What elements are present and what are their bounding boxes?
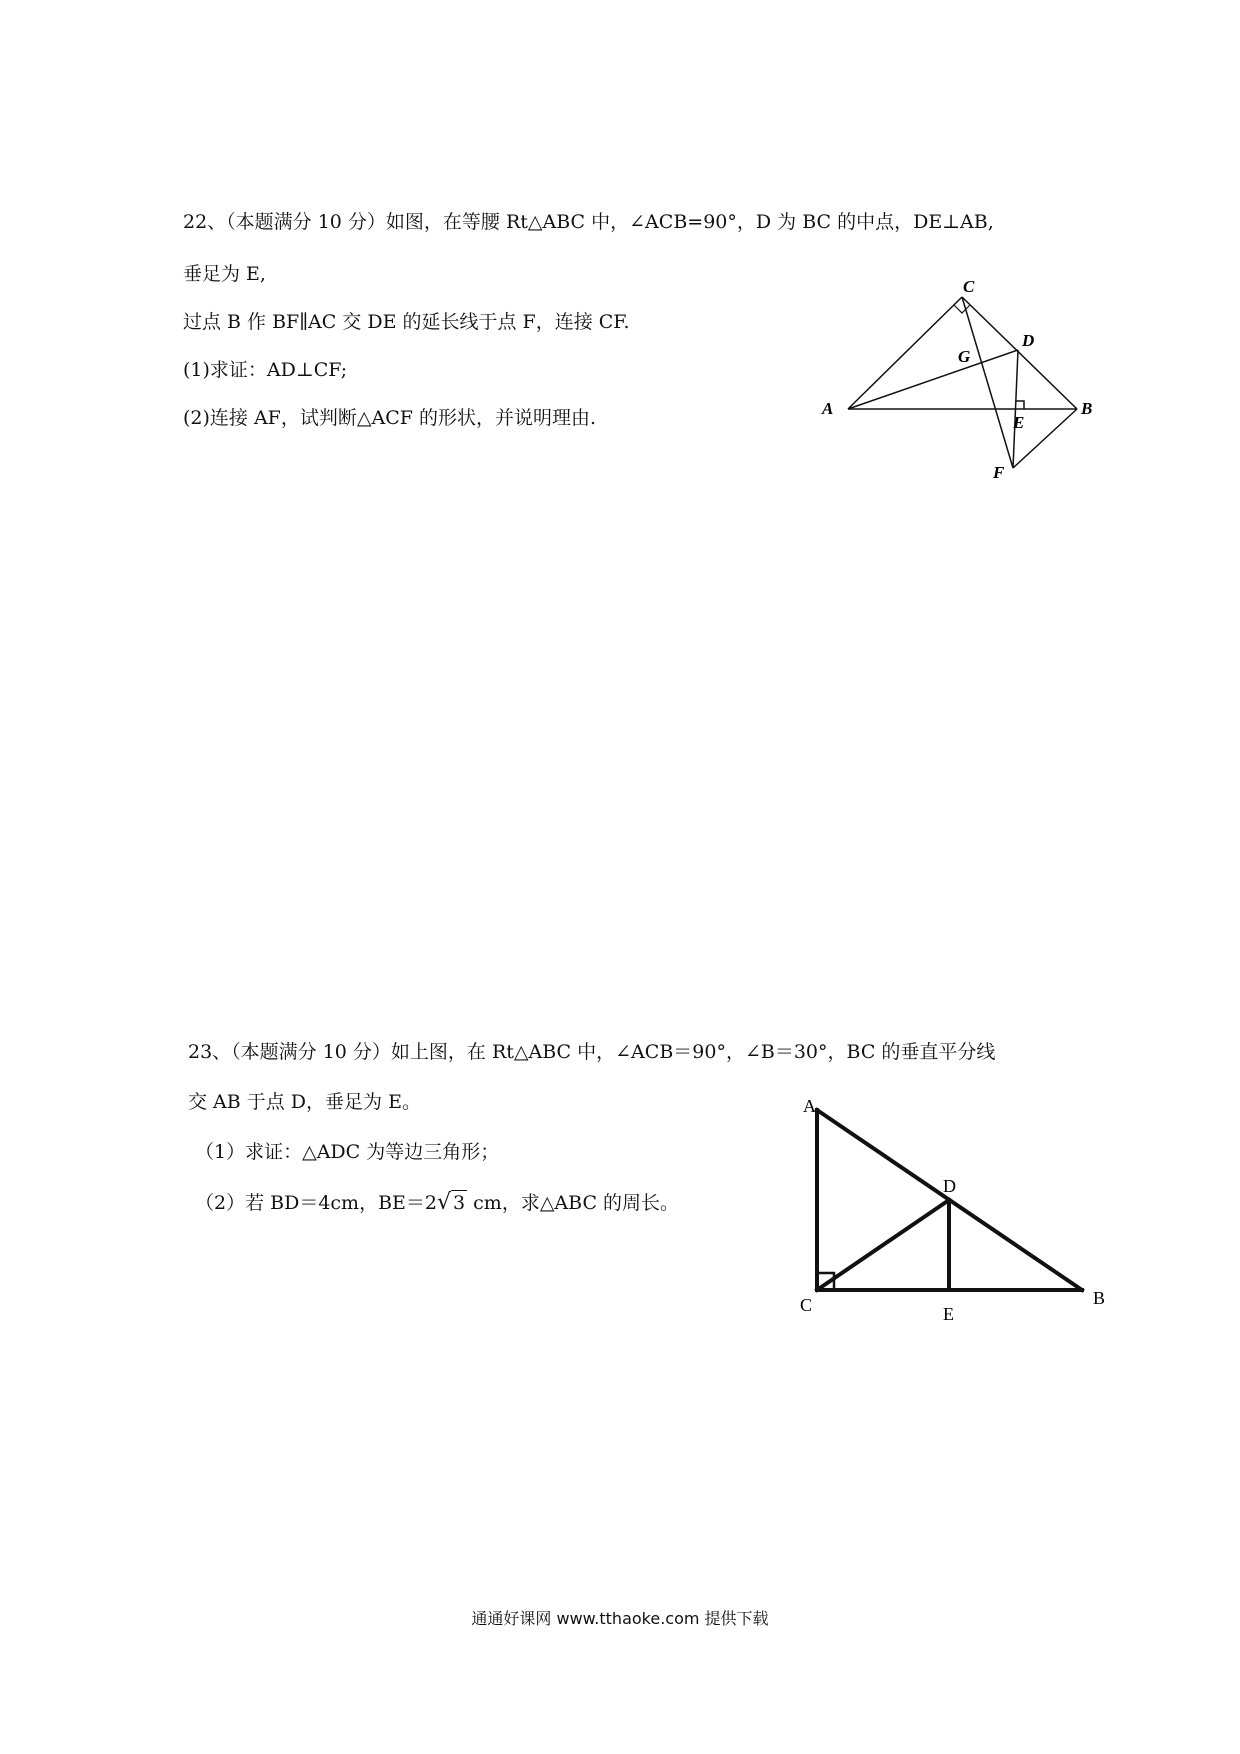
q23-line-4-pre: （2）若 BD＝4cm，BE＝2 xyxy=(195,1192,437,1214)
label-f: F xyxy=(993,463,1005,482)
q22-line-5: (2)连接 AF，试判断△ACF 的形状，并说明理由. xyxy=(183,407,596,429)
radical-sign: √ xyxy=(437,1190,452,1215)
q22-line-3: 过点 B 作 BF∥AC 交 DE 的延长线于点 F，连接 CF. xyxy=(183,311,630,333)
q23-line-2: 交 AB 于点 D，垂足为 E。 xyxy=(188,1091,421,1113)
label-a: A xyxy=(822,399,834,418)
label-e: E xyxy=(943,1304,954,1324)
segment-cd xyxy=(817,1200,949,1290)
label-c: C xyxy=(963,277,975,296)
footer-credit: 通通好课网 www.tthaoke.com 提供下载 xyxy=(471,1609,769,1628)
q22-line-4: (1)求证：AD⊥CF; xyxy=(183,359,348,381)
q23-line-3: （1）求证：△ADC 为等边三角形； xyxy=(195,1141,500,1163)
label-e: E xyxy=(1013,413,1025,432)
label-c: C xyxy=(800,1295,813,1315)
q22-line-1: 22、（本题满分 10 分）如图，在等腰 Rt△ABC 中，∠ACB=90°，D 为 BC 的中点，DE⊥AB, xyxy=(183,211,994,233)
q23-line-1: 23、（本题满分 10 分）如上图，在 Rt△ABC 中，∠ACB＝90°，∠B＝30°，BC 的垂直平分线 xyxy=(188,1041,996,1063)
label-b: B xyxy=(1081,399,1093,418)
radicand: 3 xyxy=(453,1192,466,1214)
label-g: G xyxy=(958,347,971,366)
label-a: A xyxy=(803,1096,816,1116)
label-b: B xyxy=(1093,1288,1106,1308)
q22-line-2: 垂足为 E, xyxy=(183,263,266,285)
label-d: D xyxy=(1022,331,1035,350)
label-d: D xyxy=(943,1176,956,1196)
q23-line-4-post: cm，求△ABC 的周长。 xyxy=(467,1192,680,1214)
